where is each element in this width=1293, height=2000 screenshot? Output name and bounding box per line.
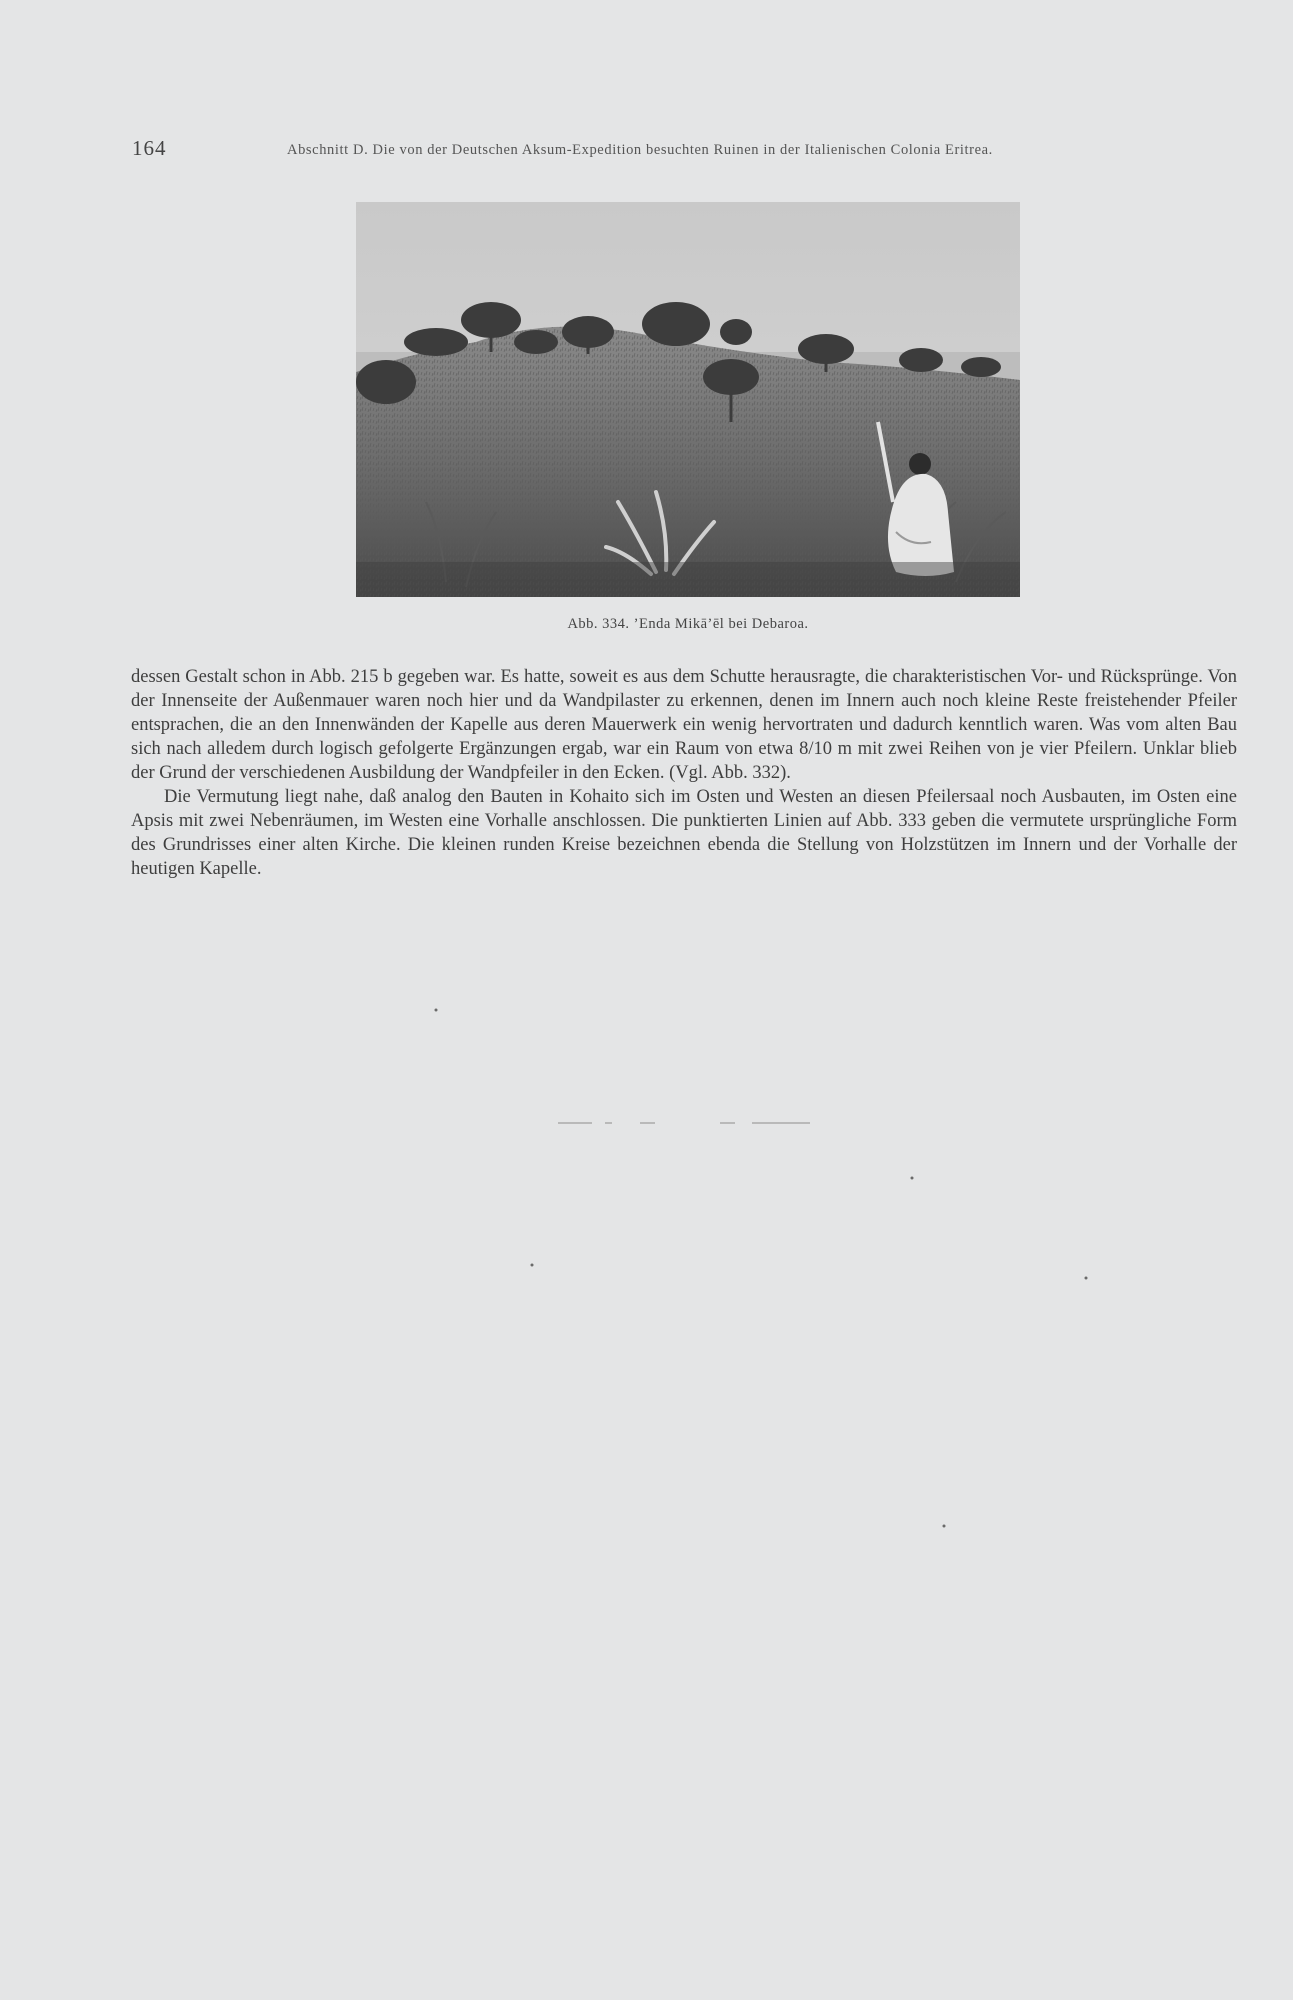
figure-caption: Abb. 334. ’Enda Mikā’ēl bei Debaroa. <box>567 616 809 632</box>
page-header <box>132 136 1132 166</box>
paragraph-2: Die Vermutung liegt nahe, daß analog den Bauten in Kohaito sich im Osten und Westen an diesen Pfeilersaal noch Ausbauten, im Osten eine Apsis mit zwei Nebenräumen, im Westen eine Vorhalle anschlossen. Die punktierten Linien auf Abb. 333 geben die vermutete ursprüngliche Form des Grundrisses einer alten Kirche. Die kleinen runden Kreise bezeichnen ebenda die Stellung von Holzstützen im Innern und der Vorhalle der heutigen Kapelle. <box>131 787 1237 879</box>
page-number: 164 <box>132 136 167 160</box>
paragraph-1: dessen Gestalt schon in Abb. 215 b gegeben war. Es hatte, soweit es aus dem Schutte herausragte, die charakteristischen Vor- und Rücksprünge. Von der Innenseite der Außenmauer waren noch hier und da Wandpilaster zu erkennen, denen im Innern auch noch kleine Reste freistehender Pfeiler entsprachen, die an den Innenwänden der Kapelle aus deren Mauerwerk ein wenig hervortraten und dadurch kenntlich waren. Was vom alten Bau sich nach alledem durch logisch gefolgerte Ergänzungen ergab, war ein Raum von etwa 8/10 m mit zwei Reihen von je vier Pfeilern. Unklar blieb der Grund der verschiedenen Ausbildung der Wandpfeiler in den Ecken. (Vgl. Abb. 332). <box>131 667 1237 783</box>
running-head: Abschnitt D. Die von der Deutschen Aksum-Expedition besuchten Ruinen in der Italienischen Colonia Eritrea. <box>287 142 993 158</box>
figure-photograph <box>356 202 1020 597</box>
landscape-photo <box>356 202 1020 597</box>
body-text <box>131 665 1237 881</box>
